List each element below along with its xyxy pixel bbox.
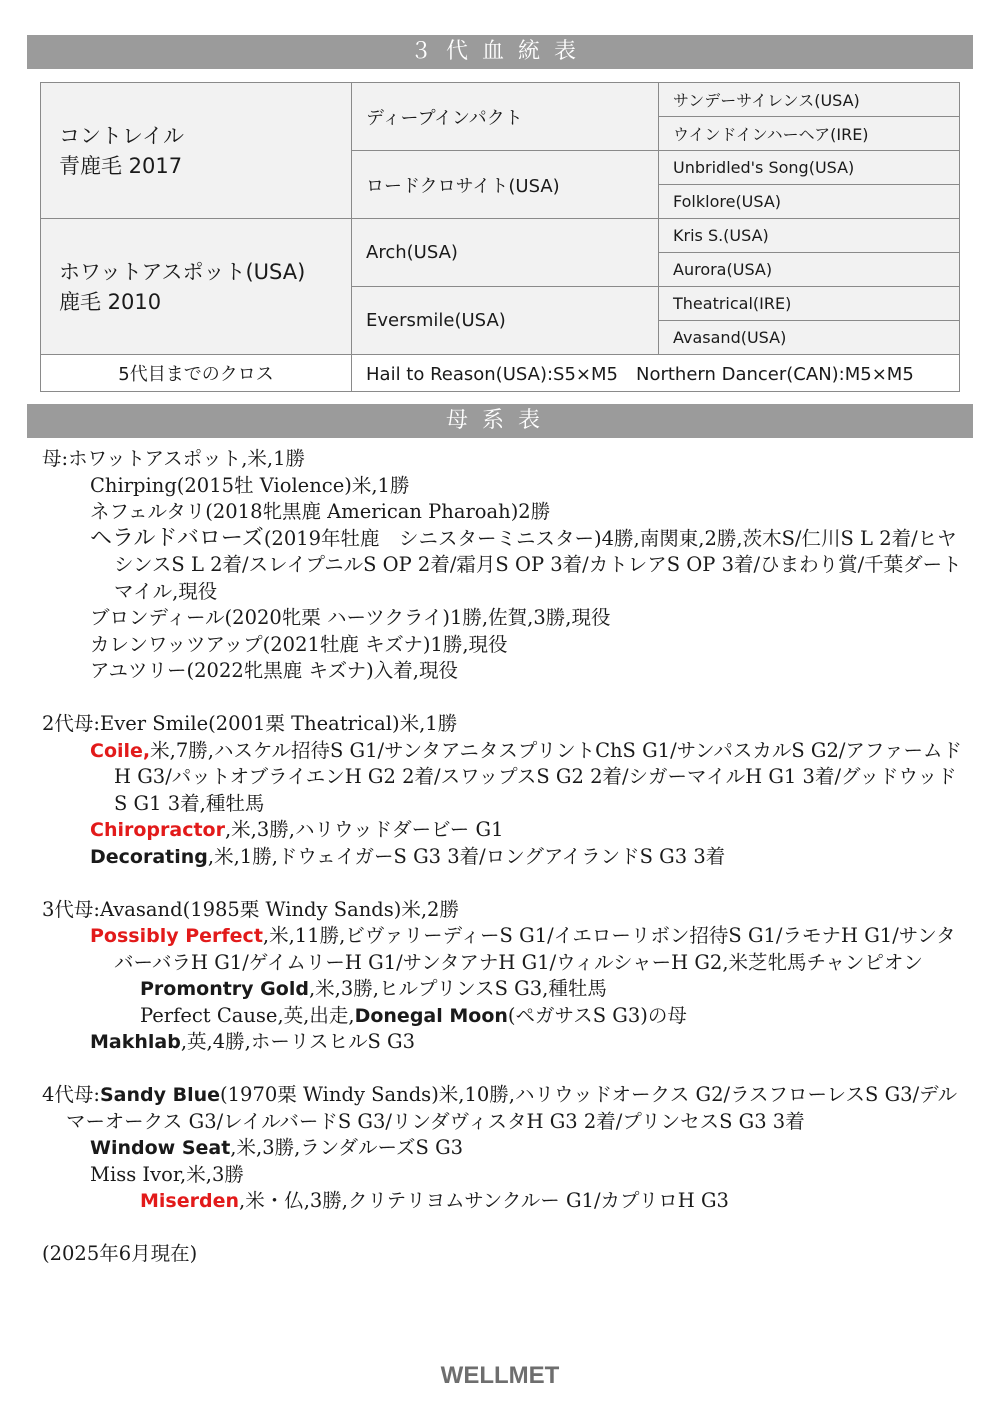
- foal-entry: Chirping(2015牡 Violence)米,1勝: [90, 473, 410, 497]
- foal-entry: [42, 1003, 967, 1030]
- dam-dam-sire: Theatrical(IRE): [659, 287, 960, 321]
- foal-name: Donegal Moon: [354, 1004, 508, 1027]
- pedigree-table: [40, 82, 960, 392]
- foal-name: Miserden: [140, 1190, 239, 1212]
- foal-entry: [42, 526, 967, 606]
- dam-sire-dam: Aurora(USA): [659, 253, 960, 287]
- foal-entry: アユツリー(2022牝黒鹿 キズナ)入着,現役: [90, 659, 458, 682]
- cross-value: Hail to Reason(USA):S5×M5 Northern Dancer(CAN):M5×M5: [352, 355, 960, 392]
- sire-dam-sire: Unbridled's Song(USA): [659, 151, 960, 185]
- foal-record: ,米・仏,3勝,クリテリヨムサンクルー G1/カプリロH G3: [239, 1189, 729, 1212]
- sire-name: コントレイル: [59, 123, 184, 148]
- foal-name: Decorating: [90, 845, 208, 868]
- foal-entry: [42, 844, 967, 871]
- foal-name: Window Seat: [90, 1137, 231, 1159]
- sire-info: 青鹿毛 2017: [59, 153, 183, 178]
- foal-name: Possibly Perfect: [90, 925, 263, 947]
- foal-record: ,米,3勝,ランダルーズS G3: [230, 1136, 464, 1159]
- foal-entry: [42, 1188, 967, 1215]
- dam-sire-sire: Kris S.(USA): [659, 219, 960, 253]
- foal-name: Chiropractor: [90, 819, 225, 841]
- foal-entry: [42, 923, 967, 976]
- dam-name: ホワットアスポット(USA): [59, 259, 306, 284]
- cross-label: 5代目までのクロス: [41, 355, 352, 392]
- foal-record: ,米,1勝,ドウェイガーS G3 3着/ロングアイランドS G3 3着: [207, 844, 726, 868]
- foal-name: Makhlab: [90, 1031, 181, 1053]
- sire-dam-dam: Folklore(USA): [659, 185, 960, 219]
- dam-sire: Arch(USA): [352, 219, 659, 287]
- third-dam-line: 3代母:Avasand(1985栗 Windy Sands)米,2勝: [42, 897, 459, 921]
- pedigree-header: ３代血統表: [27, 35, 973, 69]
- sire-sire-sire: サンデーサイレンス(USA): [659, 83, 960, 117]
- family-header: 母系表: [27, 404, 973, 438]
- dam-cell: [41, 219, 352, 355]
- sire-cell: [41, 83, 352, 219]
- dam-name: Sandy Blue: [99, 1084, 221, 1106]
- sire-dam: ロードクロサイト(USA): [352, 151, 659, 219]
- foal-entry: [42, 1135, 967, 1162]
- foal-entry: [42, 738, 967, 818]
- foal-record: ,米,3勝,ヒルプリンスS G3,種牡馬: [308, 977, 607, 1000]
- foal-entry: [42, 1029, 967, 1056]
- foal-record: ,英,4勝,ホーリスヒルS G3: [180, 1030, 415, 1053]
- foal-entry: Miss Ivor,米,3勝: [90, 1162, 244, 1186]
- foal-entry: カレンワッツアップ(2021牡鹿 キズナ)1勝,現役: [90, 632, 508, 656]
- sire-sire: ディープインパクト: [352, 83, 659, 151]
- sire-sire-dam: ウインドインハーヘア(IRE): [659, 117, 960, 151]
- foal-record: (2019年牡鹿 シニスターミニスター)4勝,南関東,2勝,茨木S/仁川S L 2着/ヒヤシンスS L 2着/スレイプニルS OP 2着/霜月S OP 3着/カトレアS OP 3着/ひまわり賞/千葉ダートマイル,現役: [114, 526, 962, 603]
- foal-record: ,米,3勝,ハリウッドダービー G1: [224, 818, 504, 841]
- dam-dam-dam: Avasand(USA): [659, 321, 960, 355]
- foal-entry: ブロンディール(2020牝栗 ハーツクライ)1勝,佐賀,3勝,現役: [90, 606, 611, 629]
- dam-record: (1970栗 Windy Sands)米,10勝,ハリウッドオークス G2/ラスフローレスS G3/デルマーオークス G3/レイルバードS G3/リンダヴィスタH G3 2着/プリンセスS G3 3着: [66, 1083, 958, 1133]
- foal-record: ,米,11勝,ビヴァリーディーS G1/イエローリボン招待S G1/ラモナH G1/サンタバーバラH G1/ゲイムリーH G1/サンタアナH G1/ウィルシャーH G2,米芝牝馬チャンピオン: [114, 924, 956, 974]
- foal-name: Promontry Gold: [140, 978, 309, 1000]
- dam-dam: Eversmile(USA): [352, 287, 659, 355]
- foal-entry: ネフェルタリ(2018牝黒鹿 American Pharoah)2勝: [90, 500, 551, 523]
- second-dam-line: 2代母:Ever Smile(2001栗 Theatrical)米,1勝: [42, 712, 458, 735]
- brand-logo: WELLMET: [440, 1362, 560, 1389]
- foal-record: (ペガサスS G3)の母: [507, 1003, 687, 1027]
- dam-info: 鹿毛 2010: [59, 289, 162, 314]
- fourth-dam-line: 4代母:Sandy Blue(1970栗 Windy Sands)米,10勝,ハリウッドオークス G2/ラスフローレスS G3/デルマーオークス G3/レイルバードS G3/リンダヴィスタH G3 2着/プリンセスS G3 3着: [42, 1083, 958, 1133]
- foal-entry: [42, 976, 967, 1003]
- dam-line: 母:ホワットアスポット,米,1勝: [42, 447, 306, 470]
- as-of-note: (2025年6月現在): [42, 1242, 198, 1265]
- foal-name: ヘラルドバローズ: [90, 525, 264, 551]
- foal-record: Perfect Cause,英,出走,: [140, 1003, 355, 1027]
- foal-record: 米,7勝,ハスケル招待S G1/サンタアニタスプリントChS G1/サンパスカルS G2/アファームドH G3/パットオブライエンH G2 2着/スワップスS G2 2着/シガーマイルH G1 3着/グッドウッドS G1 3着,種牡馬: [114, 738, 963, 815]
- family-table: [42, 446, 967, 1268]
- foal-entry: [42, 817, 967, 844]
- foal-name: Coile,: [90, 739, 151, 762]
